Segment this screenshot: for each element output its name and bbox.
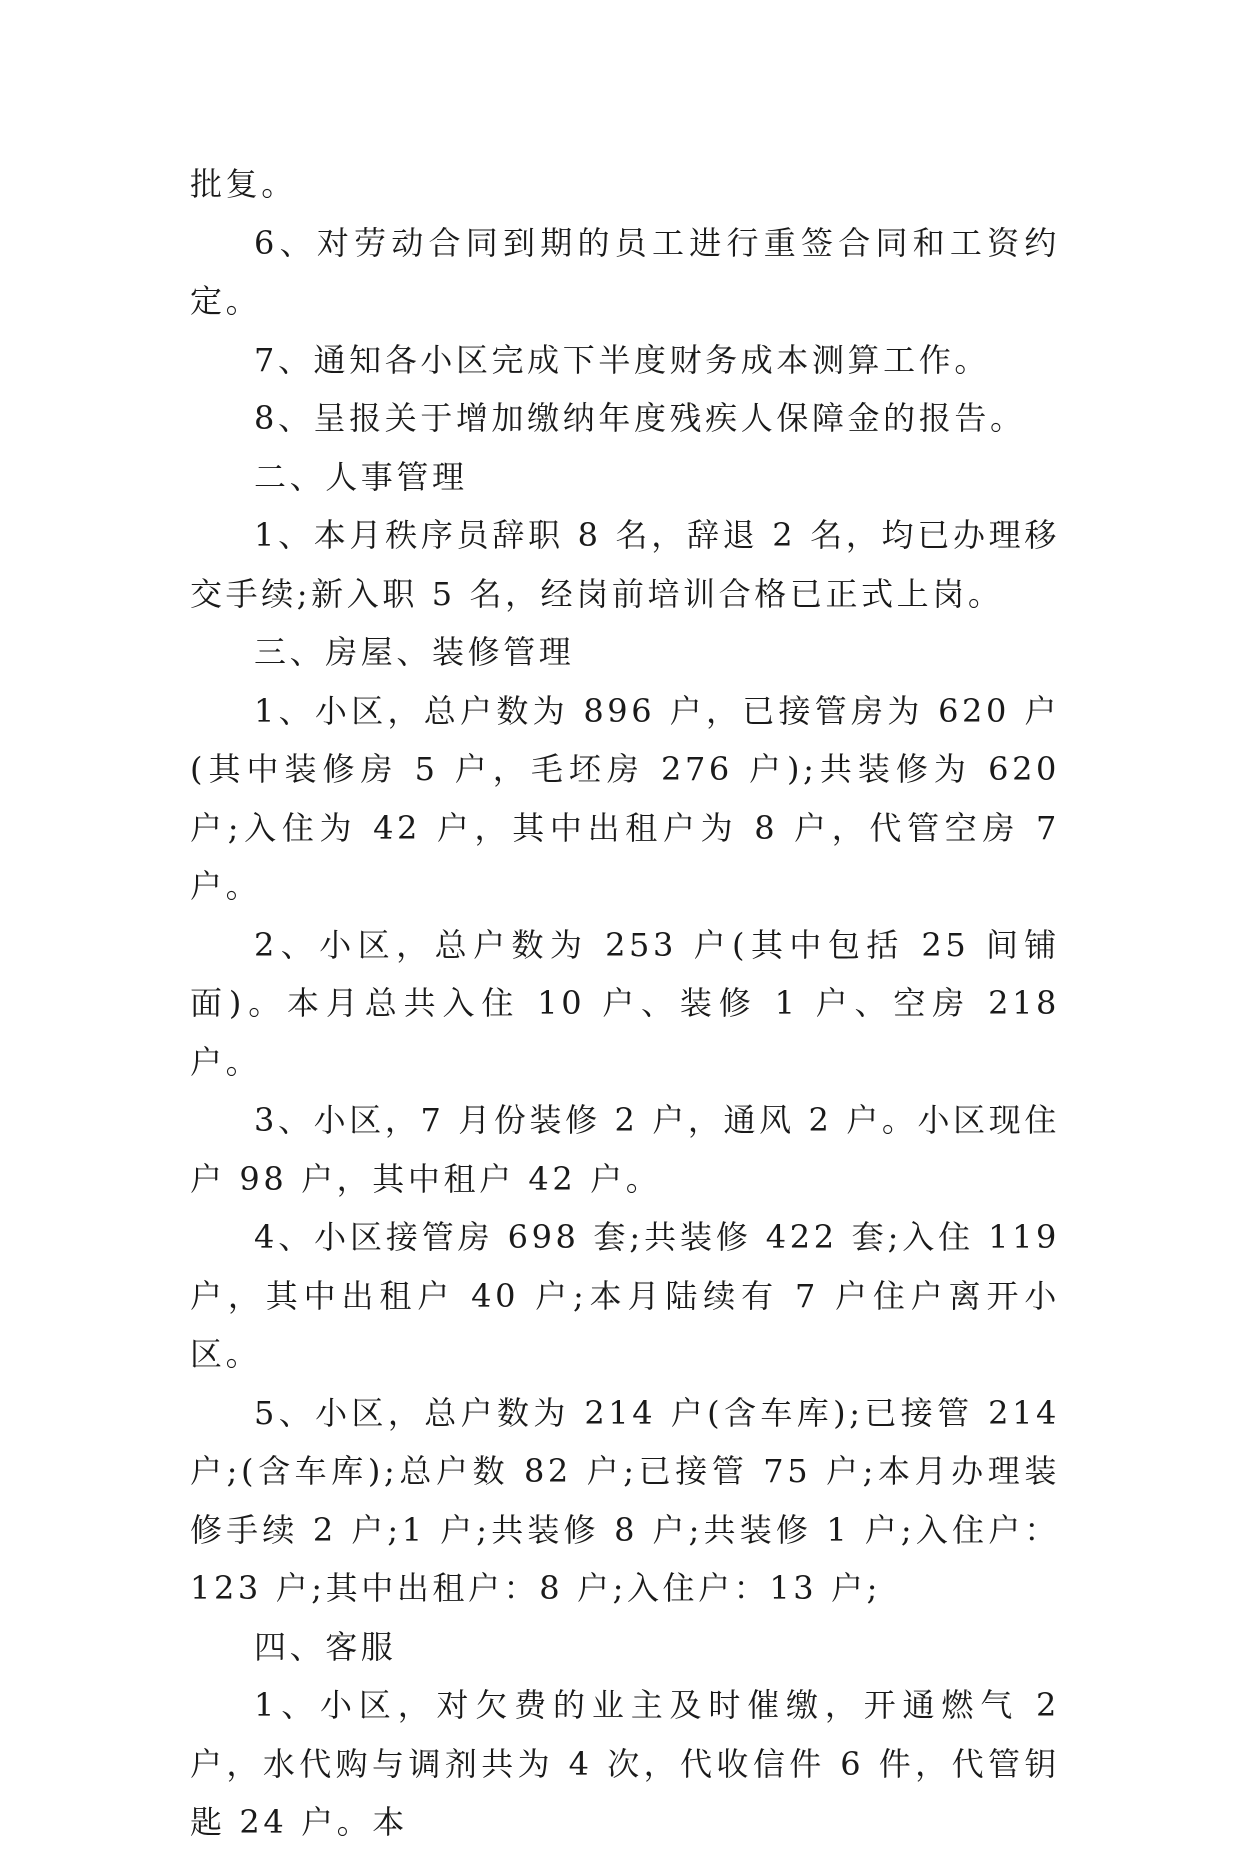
section-heading: 四、客服 xyxy=(254,1627,397,1666)
paragraph: 6、对劳动合同到期的员工进行重签合同和工资约定。 xyxy=(190,223,1060,320)
section-heading: 二、人事管理 xyxy=(254,457,468,496)
document-body xyxy=(190,155,1060,1852)
paragraph: 5、小区，总户数为 214 户(含车库);已接管 214 户;(含车库);总户数 82 户;已接管 75 户;本月办理装修手续 2 户;1 户;共装修 8 户;共装修 1 户;入住户：123 户;其中出租户：8 户;入住户：13 户; xyxy=(190,1393,1060,1607)
paragraph: 1、小区，对欠费的业主及时催缴，开通燃气 2 户，水代购与调剂共为 4 次，代收信件 6 件，代管钥匙 24 户。本 xyxy=(190,1686,1060,1841)
paragraph: 1、本月秩序员辞职 8 名，辞退 2 名，均已办理移交手续;新入职 5 名，经岗前培训合格已正式上岗。 xyxy=(190,516,1060,613)
paragraph: 1、小区，总户数为 896 户，已接管房为 620 户(其中装修房 5 户，毛坯房 276 户);共装修为 620 户;入住为 42 户，其中出租户为 8 户，代管空房 7 户。 xyxy=(190,691,1060,905)
paragraph: 8、呈报关于增加缴纳年度残疾人保障金的报告。 xyxy=(254,399,1026,437)
paragraph: 2、小区，总户数为 253 户(其中包括 25 间铺面)。本月总共入住 10 户、装修 1 户、空房 218 户。 xyxy=(190,925,1060,1081)
paragraph: 7、通知各小区完成下半度财务成本测算工作。 xyxy=(254,340,990,379)
section-heading: 三、房屋、装修管理 xyxy=(254,633,575,671)
paragraph: 3、小区，7 月份装修 2 户，通风 2 户。小区现住户 98 户，其中租户 42 户。 xyxy=(190,1101,1060,1198)
paragraph: 批复。 xyxy=(190,165,297,203)
paragraph: 4、小区接管房 698 套;共装修 422 套;入住 119 户，其中出租户 40 户;本月陆续有 7 户住户离开小区。 xyxy=(190,1218,1060,1373)
